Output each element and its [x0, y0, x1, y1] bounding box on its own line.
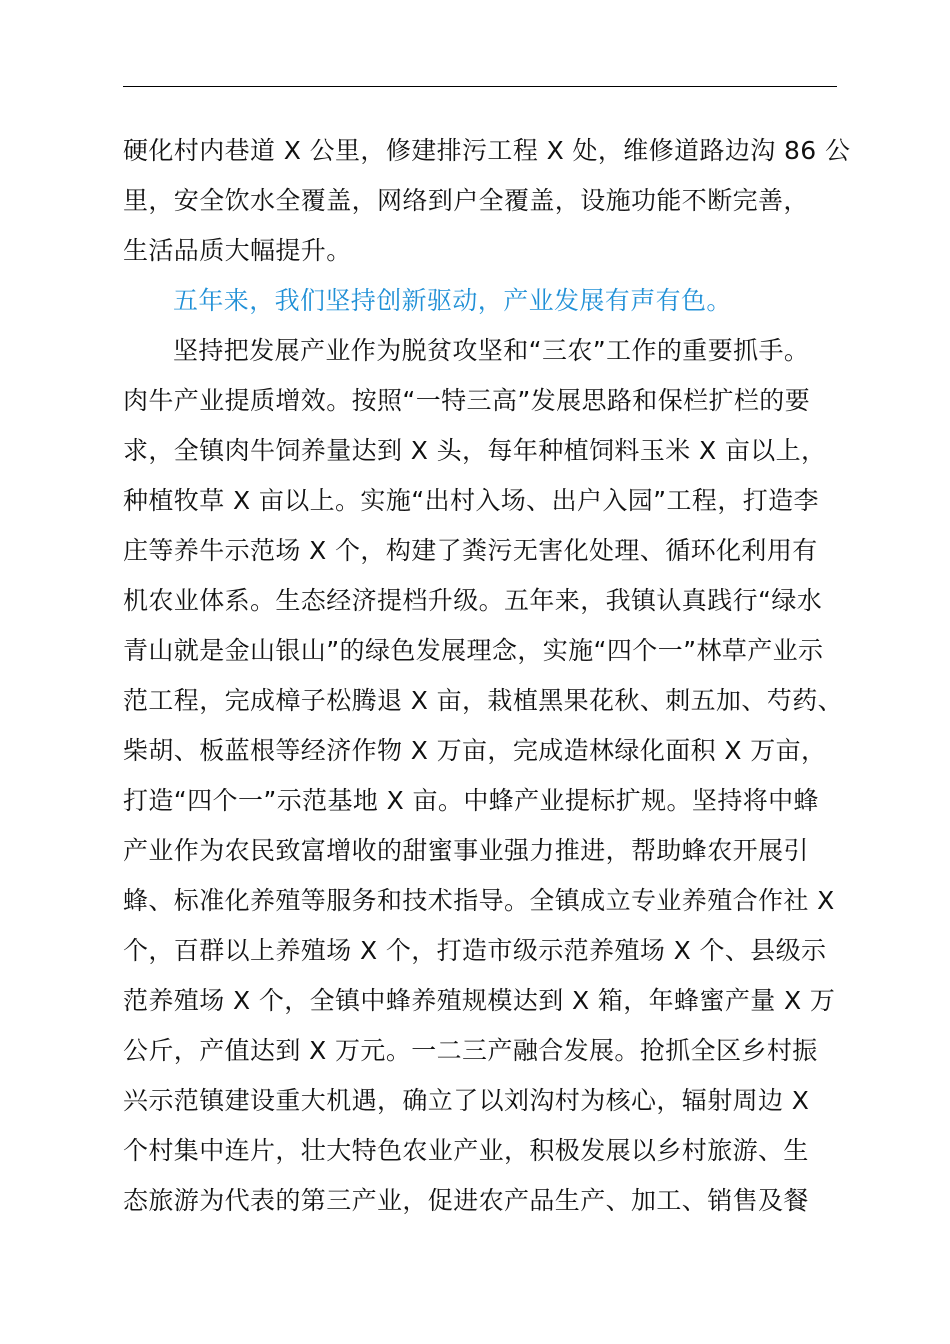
paragraph-3-line-18: 态旅游为代表的第三产业，促进农产品生产、加工、销售及餐	[123, 1186, 809, 1215]
paragraph-3-line-3: 求，全镇肉牛饲养量达到 X 头，每年种植饲料玉米 X 亩以上，	[123, 436, 827, 465]
paragraph-1-line-3: 生活品质大幅提升。	[123, 236, 352, 265]
paragraph-3-line-5: 庄等养牛示范场 X 个，构建了粪污无害化处理、循环化利用有	[123, 536, 818, 565]
section-heading: 五年来，我们坚持创新驱动，产业发展有声有色。	[173, 286, 732, 315]
paragraph-3-line-10: 打造“四个一”示范基地 X 亩。中蜂产业提标扩规。坚持将中蜂	[123, 786, 819, 815]
paragraph-3-line-14: 范养殖场 X 个，全镇中蜂养殖规模达到 X 箱，年蜂蜜产量 X 万	[123, 986, 836, 1015]
paragraph-1-line-1: 硬化村内巷道 X 公里，修建排污工程 X 处，维修道路边沟 86 公	[123, 136, 851, 165]
paragraph-3-line-13: 个，百群以上养殖场 X 个，打造市级示范养殖场 X 个、县级示	[123, 936, 827, 965]
paragraph-3-line-15: 公斤，产值达到 X 万元。一二三产融合发展。抢抓全区乡村振	[123, 1036, 818, 1065]
document-body	[123, 126, 851, 1226]
header-rule	[123, 86, 837, 87]
paragraph-3-line-7: 青山就是金山银山”的绿色发展理念，实施“四个一”林草产业示	[123, 636, 824, 665]
paragraph-3-line-9: 柴胡、板蓝根等经济作物 X 万亩，完成造林绿化面积 X 万亩，	[123, 736, 827, 765]
paragraph-3-line-17: 个村集中连片，壮大特色农业产业，积极发展以乡村旅游、生	[123, 1136, 809, 1165]
paragraph-3-line-11: 产业作为农民致富增收的甜蜜事业强力推进，帮助蜂农开展引	[123, 836, 809, 865]
paragraph-3-line-12: 蜂、标准化养殖等服务和技术指导。全镇成立专业养殖合作社 X	[123, 886, 835, 915]
paragraph-3-line-4: 种植牧草 X 亩以上。实施“出村入场、出户入园”工程，打造李	[123, 486, 819, 515]
paragraph-3-line-1: 坚持把发展产业作为脱贫攻坚和“三农”工作的重要抓手。	[173, 336, 810, 365]
paragraph-3-line-16: 兴示范镇建设重大机遇，确立了以刘沟村为核心，辐射周边 X	[123, 1086, 810, 1115]
paragraph-3-line-8: 范工程，完成樟子松腾退 X 亩，栽植黑果花秋、刺五加、芍药、	[123, 686, 844, 715]
paragraph-3-line-6: 机农业体系。生态经济提档升级。五年来，我镇认真践行“绿水	[123, 586, 823, 615]
paragraph-1-line-2: 里，安全饮水全覆盖，网络到户全覆盖，设施功能不断完善，	[123, 186, 809, 215]
paragraph-3-line-2: 肉牛产业提质增效。按照“一特三高”发展思路和保栏扩栏的要	[123, 386, 811, 415]
